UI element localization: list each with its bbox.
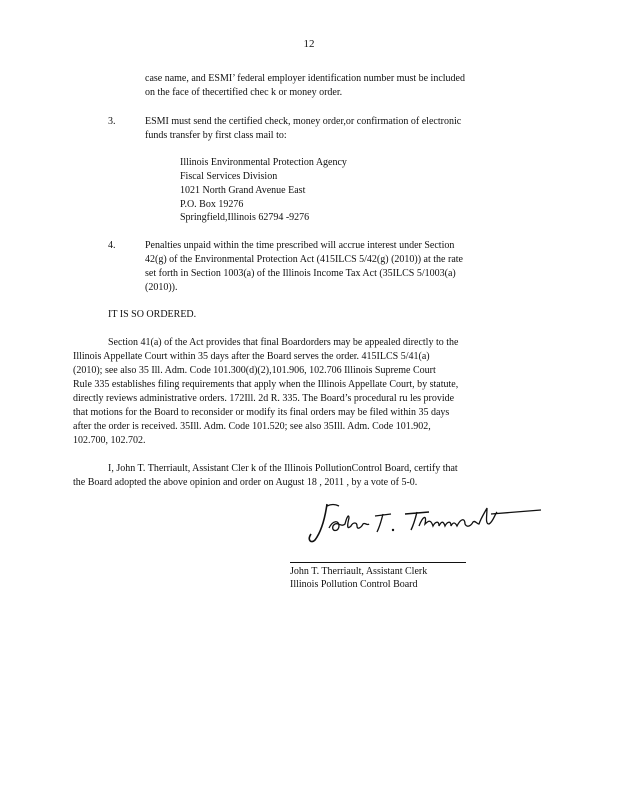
- page-number: 12: [303, 38, 315, 50]
- certification-line-1: I, John T. Therriault, Assistant Cler k of the Illinois PollutionControl Board, certify that: [108, 463, 458, 474]
- item-3-line-2: funds transfer by first class mail to:: [145, 130, 287, 141]
- item-4-line-2: 42(g) of the Environmental Protection Act (415ILCS 5/42(g) (2010)) at the rate: [145, 254, 463, 265]
- item-4-line-3: set forth in Section 1003(a) of the Illinois Income Tax Act (35ILCS 5/1003(a): [145, 268, 456, 279]
- signatory-name: John T. Therriault, Assistant Clerk: [290, 566, 428, 577]
- item-3-line-1: ESMI must send the certified check, money order,or confirmation of electronic: [145, 116, 462, 127]
- address-line-city: Springfield,Illinois 62794 -9276: [180, 212, 310, 223]
- appeal-line-5: directly reviews administrative orders. 172Ill. 2d R. 335. The Board’s procedural ru les provide: [73, 393, 455, 404]
- signature-line: [290, 562, 466, 563]
- address-line-division: Fiscal Services Division: [180, 171, 278, 182]
- appeal-line-6: that motions for the Board to reconsider or modify its final orders may be filed within 35 days: [73, 407, 450, 418]
- item-3-number: 3.: [108, 116, 116, 127]
- appeal-line-8: 102.700, 102.702.: [73, 435, 146, 446]
- handwritten-signature: [305, 498, 545, 548]
- item-4-line-4: (2010)).: [145, 282, 178, 293]
- appeal-line-2: Illinois Appellate Court within 35 days after the Board serves the order. 415ILCS 5/41(a): [73, 351, 430, 362]
- address-line-po-box: P.O. Box 19276: [180, 199, 244, 210]
- appeal-line-1: Section 41(a) of the Act provides that final Boardorders may be appealed directly to the: [108, 337, 459, 348]
- continuation-line-2: on the face of thecertified chec k or money order.: [145, 87, 343, 98]
- signatory-organization: Illinois Pollution Control Board: [290, 579, 418, 590]
- address-line-agency: Illinois Environmental Protection Agency: [180, 157, 347, 168]
- item-4-number: 4.: [108, 240, 116, 251]
- address-line-street: 1021 North Grand Avenue East: [180, 185, 306, 196]
- ordered-statement: IT IS SO ORDERED.: [108, 309, 197, 320]
- appeal-line-4: Rule 335 establishes filing requirements that apply when the Illinois Appellate Court, by statute,: [73, 379, 459, 390]
- appeal-line-3: (2010); see also 35 Ill. Adm. Code 101.300(d)(2),101.906, 102.706 Illinois Supreme Court: [73, 365, 436, 376]
- continuation-line-1: case name, and ESMI’ federal employer identification number must be included: [145, 73, 465, 84]
- item-4-line-1: Penalties unpaid within the time prescribed will accrue interest under Section: [145, 240, 455, 251]
- certification-line-2: the Board adopted the above opinion and order on August 18 , 2011 , by a vote of 5-0.: [73, 477, 418, 488]
- appeal-line-7: after the order is received. 35Ill. Adm. Code 101.520; see also 35Ill. Adm. Code 101.902,: [73, 421, 431, 432]
